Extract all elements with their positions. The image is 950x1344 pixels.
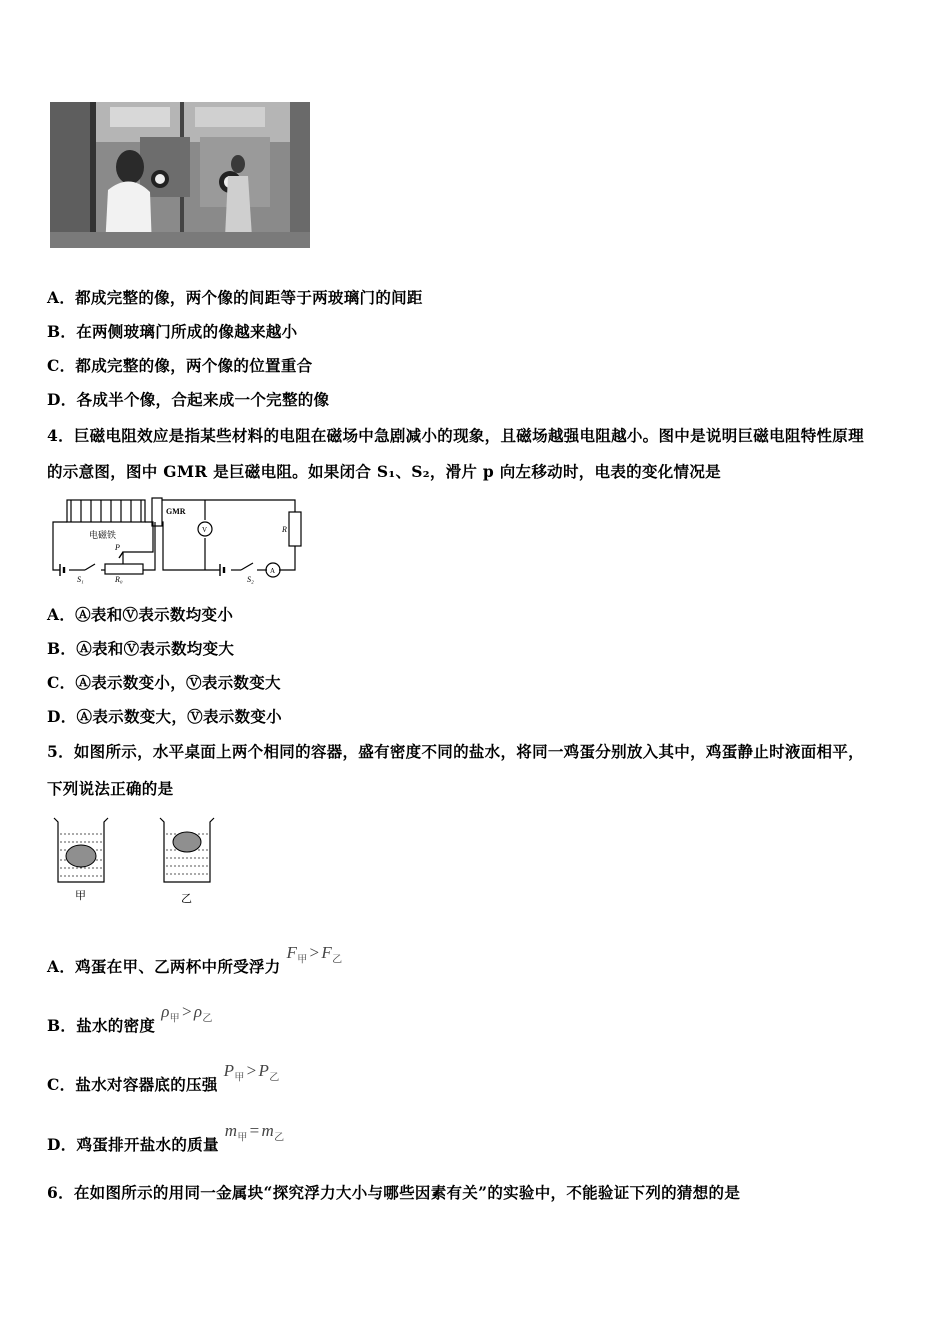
q5-option-b-formula: $\rho_甲 > \rho_乙$ (161, 1002, 213, 1025)
q5-stem-line1: 5．如图所示，水平桌面上两个相同的容器，盛有密度不同的盐水，将同一鸡蛋分别放入其中，鸡蛋静止时液面相平， (47, 742, 864, 761)
q5-option-b-text: B．盐水的密度 (47, 1016, 156, 1035)
q6-stem: 6．在如图所示的用同一金属块“探究浮力大小与哪些因素有关”的实验中，不能验证下列的猜想的是 (47, 1183, 741, 1202)
q3-option-a[interactable]: A．都成完整的像，两个像的间距等于两玻璃门的间距 (47, 288, 423, 307)
egg-beakers-diagram (48, 812, 228, 906)
q3-option-c[interactable]: C．都成完整的像，两个像的位置重合 (47, 356, 313, 375)
q5-option-d[interactable] (47, 1121, 285, 1157)
q5-option-a-formula: $F_甲 > F_乙$ (286, 943, 343, 966)
voltmeter-label: V (202, 526, 208, 534)
q4-option-c[interactable]: C．Ⓐ表示数变小，Ⓥ表示数变大 (47, 673, 281, 692)
switch-s2-label: S₂ (247, 575, 254, 584)
resistor-r0-label: R₀ (115, 575, 123, 584)
switch-s1-label: S₁ (77, 575, 84, 584)
q5-option-d-text: D．鸡蛋排开盐水的质量 (47, 1135, 219, 1154)
q4-stem-line2: 的示意图，图中 GMR 是巨磁电阻。如果闭合 S₁、S₂，滑片 p 向左移动时，电表的变化情况是 (47, 462, 721, 481)
q3-option-d[interactable]: D．各成半个像，合起来成一个完整的像 (47, 390, 330, 409)
q4-stem-line1: 4．巨磁电阻效应是指某些材料的电阻在磁场中急剧减小的现象，且磁场越强电阻越小。图中是说明巨磁电阻特性原理 (47, 426, 864, 445)
q4-option-b[interactable]: B．Ⓐ表和Ⓥ表示数均变大 (47, 639, 235, 658)
beaker-jia-label: 甲 (75, 889, 86, 902)
q3-option-b[interactable]: B．在两侧玻璃门所成的像越来越小 (47, 322, 298, 341)
beaker-yi-label: 乙 (181, 892, 192, 905)
glass-door-photo (50, 102, 310, 248)
q5-option-a-text: A．鸡蛋在甲、乙两杯中所受浮力 (47, 957, 281, 976)
q5-option-d-formula: $m_甲 = m_乙$ (224, 1121, 285, 1144)
ammeter-label: A (270, 567, 276, 575)
slider-p-label: P (115, 543, 120, 552)
q5-option-c-formula: $P_甲 > P_乙$ (223, 1061, 280, 1084)
q5-option-a[interactable] (47, 943, 343, 979)
q5-option-b[interactable] (47, 1002, 213, 1038)
q5-stem-line2: 下列说法正确的是 (47, 779, 174, 798)
q4-option-a[interactable]: A．Ⓐ表和Ⓥ表示数均变小 (47, 605, 234, 624)
q5-option-c[interactable] (47, 1061, 280, 1097)
gmr-label: GMR (166, 507, 186, 516)
gmr-circuit-diagram (45, 492, 310, 584)
electromagnet-label: 电磁铁 (89, 530, 117, 540)
resistor-r-label: R (282, 525, 287, 534)
q4-option-d[interactable]: D．Ⓐ表示数变大，Ⓥ表示数变小 (47, 707, 282, 726)
q5-option-c-text: C．盐水对容器底的压强 (47, 1075, 218, 1094)
